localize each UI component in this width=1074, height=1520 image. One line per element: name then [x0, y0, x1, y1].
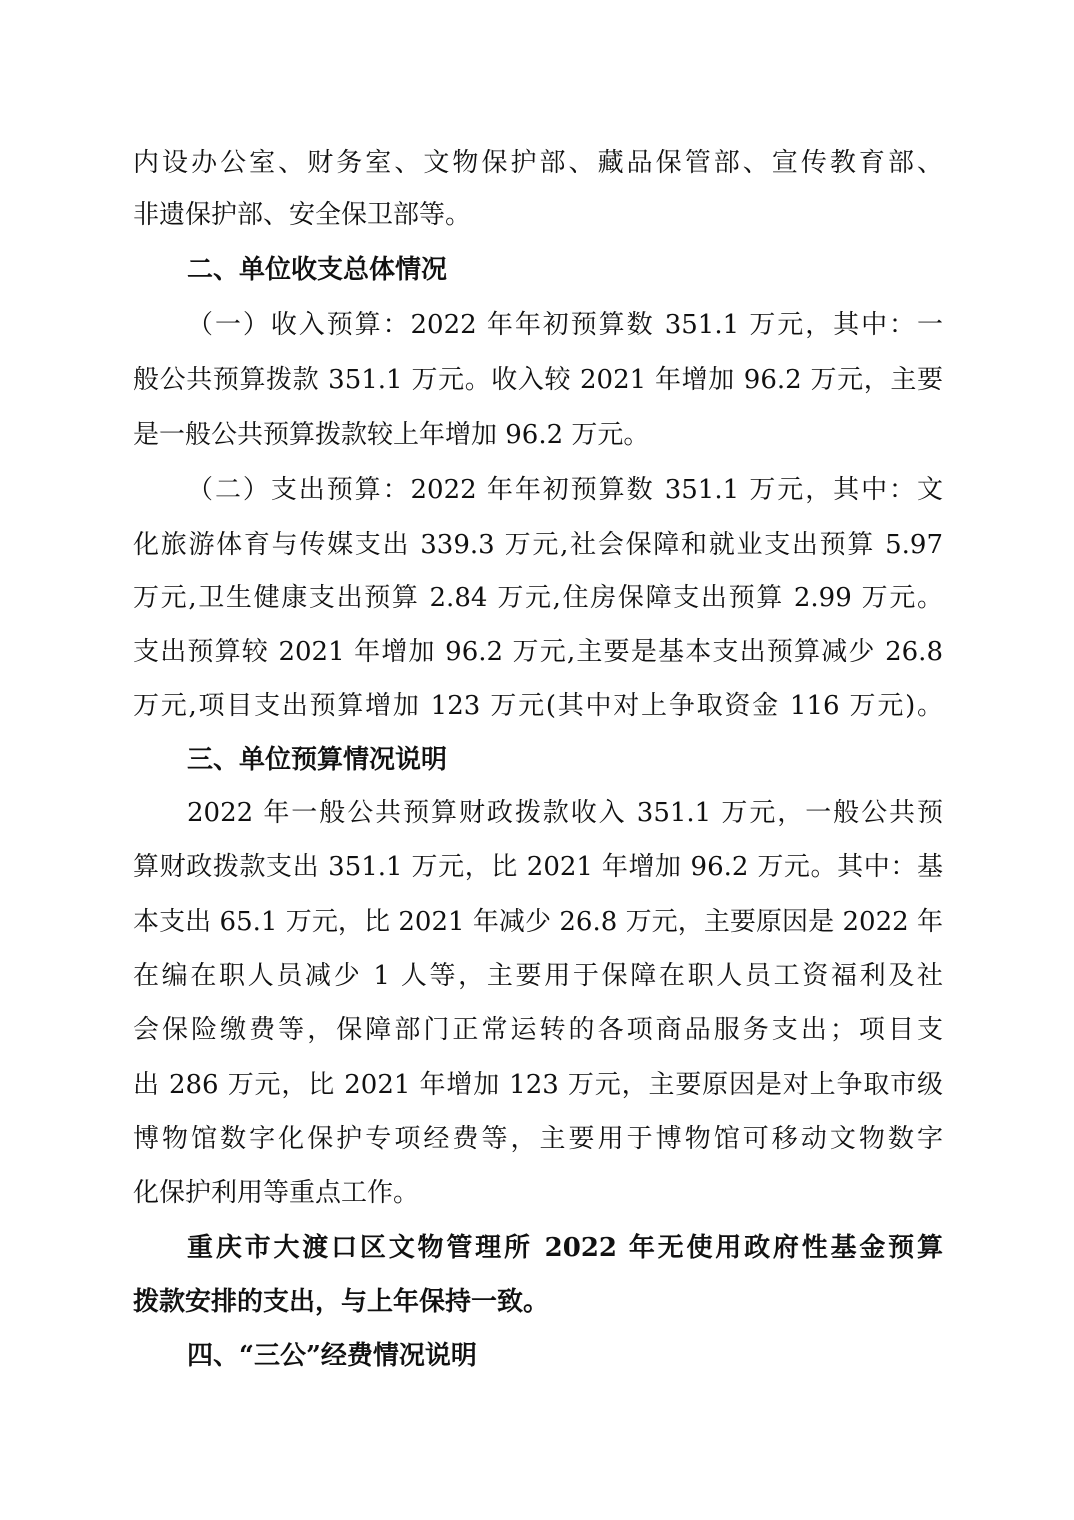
section-heading: 二、单位收支总体情况 [187, 255, 448, 285]
paragraph-line: 化旅游体育与传媒支出 339.3 万元,社会保障和就业支出预算 5.97 [133, 530, 943, 560]
paragraph-line: 万元,卫生健康支出预算 2.84 万元,住房保障支出预算 2.99 万元。 [133, 583, 943, 613]
paragraph-line: 博物馆数字化保护专项经费等，主要用于博物馆可移动文物数字 [133, 1124, 943, 1154]
bold-paragraph-line: 拨款安排的支出，与上年保持一致。 [133, 1287, 550, 1317]
paragraph-line: 般公共预算拨款 351.1 万元。收入较 2021 年增加 96.2 万元，主要 [133, 365, 943, 395]
paragraph-line: 在编在职人员减少 1 人等，主要用于保障在职人员工资福利及社 [133, 961, 943, 991]
section-heading: 四、“三公”经费情况说明 [187, 1341, 477, 1371]
paragraph-line: 支出预算较 2021 年增加 96.2 万元,主要是基本支出预算减少 26.8 [133, 637, 943, 667]
paragraph-line: 出 286 万元，比 2021 年增加 123 万元，主要原因是对上争取市级 [133, 1070, 943, 1100]
paragraph-line: 会保险缴费等，保障部门正常运转的各项商品服务支出；项目支 [133, 1015, 943, 1045]
paragraph-line: （一）收入预算：2022 年年初预算数 351.1 万元，其中：一 [187, 310, 943, 340]
paragraph-line: （二）支出预算：2022 年年初预算数 351.1 万元，其中：文 [187, 475, 943, 505]
paragraph-line: 化保护利用等重点工作。 [133, 1178, 420, 1208]
section-heading: 三、单位预算情况说明 [187, 745, 448, 775]
paragraph-line: 是一般公共预算拨款较上年增加 96.2 万元。 [133, 420, 650, 450]
paragraph-line: 算财政拨款支出 351.1 万元，比 2021 年增加 96.2 万元。其中：基 [133, 852, 943, 882]
paragraph-line: 内设办公室、财务室、文物保护部、藏品保管部、宣传教育部、 [133, 148, 943, 178]
paragraph-line: 本支出 65.1 万元，比 2021 年减少 26.8 万元，主要原因是 2022 年 [133, 907, 943, 937]
bold-paragraph-line: 重庆市大渡口区文物管理所 2022 年无使用政府性基金预算 [187, 1233, 943, 1263]
paragraph-line: 非遗保护部、安全保卫部等。 [133, 200, 472, 230]
paragraph-line: 2022 年一般公共预算财政拨款收入 351.1 万元，一般公共预 [187, 798, 943, 828]
paragraph-line: 万元,项目支出预算增加 123 万元(其中对上争取资金 116 万元)。 [133, 691, 943, 721]
